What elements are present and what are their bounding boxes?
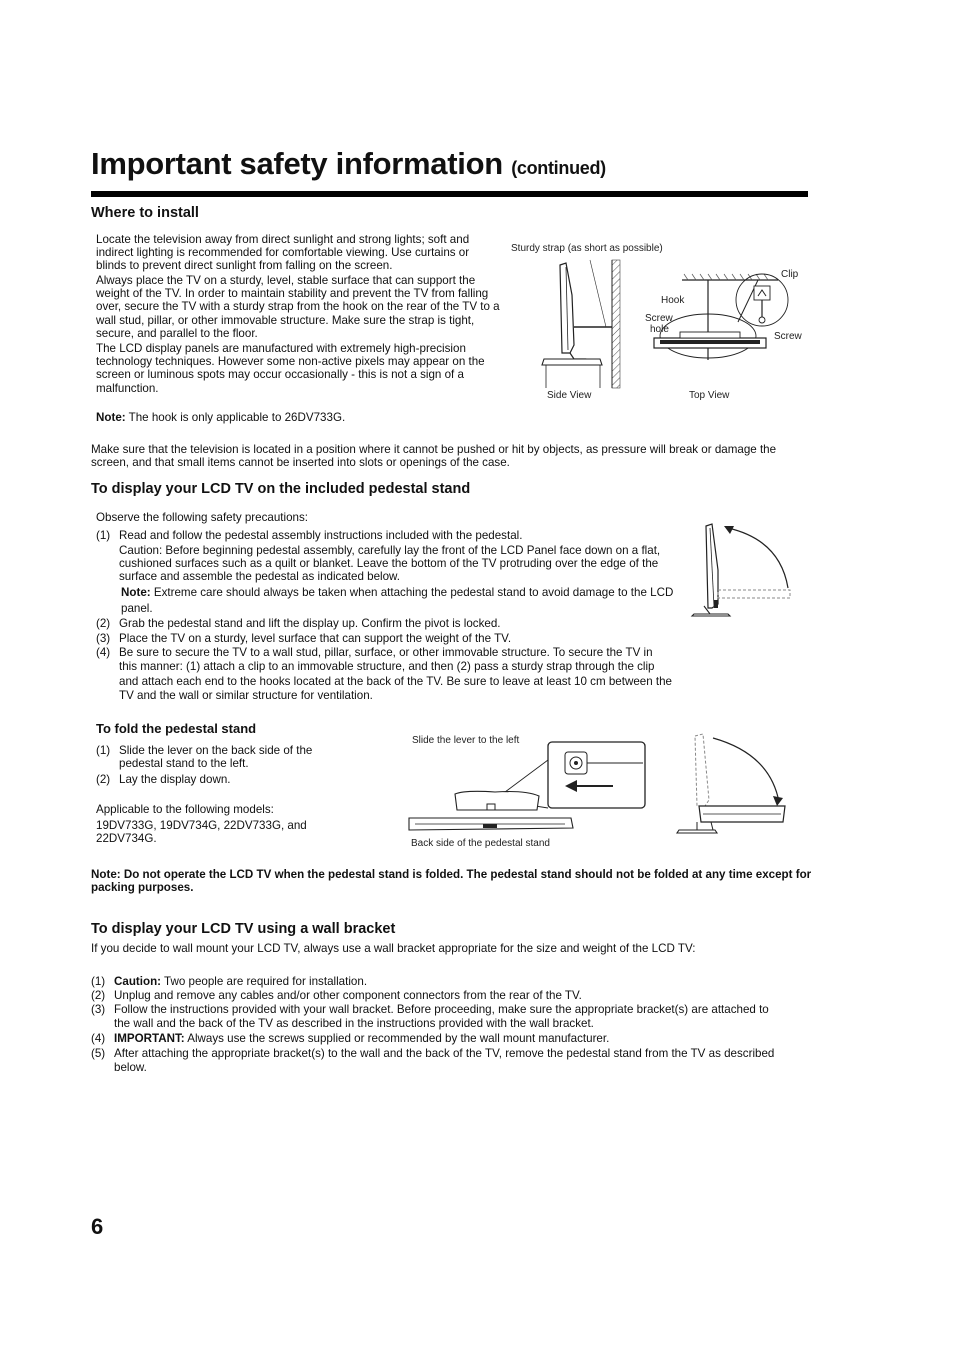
screw-hole-label-1: Screw xyxy=(645,313,673,324)
install-para-1: Locate the television away from direct sunlight and strong lights; soft and indirect lighting is recommended for comfortable viewing. Use curtains or blinds to prevent direct sunlight from falling on the screen. xyxy=(96,233,470,273)
strap-label: Sturdy strap (as short as possible) xyxy=(511,243,663,254)
applicable-models: 19DV733G, 19DV734G, 22DV733G, and 22DV734G. xyxy=(96,819,307,846)
pedestal-intro: Observe the following safety precautions: xyxy=(96,511,309,524)
fold-heading: To fold the pedestal stand xyxy=(96,721,257,736)
install-para-3: The LCD display panels are manufactured with extremely high-precision technology techniques. However some non-active pixels may appear on the screen or luminous spots may occur occasionally - this is not a sign of a malfunction. xyxy=(96,342,485,395)
wall-bracket-intro: If you decide to wall mount your LCD TV, always use a wall bracket appropriate for the size and weight of the LCD TV: xyxy=(91,942,696,955)
pedestal-heading: To display your LCD TV on the included pedestal stand xyxy=(91,481,471,497)
placement-note: Make sure that the television is located in a position where it cannot be pushed or hit by objects, as pressure will break or damage the screen, and that small items cannot be inserted into slots or openings of the case. xyxy=(91,443,777,470)
pedestal-caution: Caution: Before beginning pedestal assembly, carefully lay the front of the LCD Panel face down on a flat, cushioned surfaces such as a quilt or blanket. Leave the bottom of the TV protruding over the edge of the surface and assemble the pedestal as indicated below. xyxy=(119,544,661,584)
pedestal-note: Note: Extreme care should always be taken when attaching the pedestal stand to avoid damage to the LCD panel. xyxy=(121,586,674,615)
install-para-2: Always place the TV on a sturdy, level, stable surface that can support the weight of the TV. In order to maintain stability and prevent the TV from falling over, secure the TV with a sturdy strap from the hook on the rear of the TV to a wall stud, pillar, or other immovable structure. Make sure the strap is tight, secure, and parallel to the floor. xyxy=(96,274,500,340)
where-to-install-heading: Where to install xyxy=(91,205,199,221)
screw-label: Screw xyxy=(774,331,802,342)
slide-lever-label: Slide the lever to the left xyxy=(412,735,520,746)
page-title: Important safety information (continued) xyxy=(91,146,606,181)
lever-illustration xyxy=(405,740,650,835)
applicable-models-label: Applicable to the following models: xyxy=(96,803,274,816)
install-note: Note: The hook is only applicable to 26DV733G. xyxy=(96,411,346,424)
page-number: 6 xyxy=(91,1214,104,1239)
fold-illustration xyxy=(675,730,790,836)
title-suffix: (continued) xyxy=(511,158,606,178)
clip-label: Clip xyxy=(781,269,799,280)
pedestal-lift-illustration xyxy=(690,520,800,620)
fold-warning: Note: Do not operate the LCD TV when the pedestal stand is folded. The pedestal stand should not be folded at any time except for packing purposes. xyxy=(91,868,812,895)
back-side-label: Back side of the pedestal stand xyxy=(411,838,550,849)
top-view-illustration xyxy=(650,272,800,367)
screw-hole-label-2: hole xyxy=(650,324,669,335)
wall-bracket-heading: To display your LCD TV using a wall bracket xyxy=(91,921,396,937)
hook-label: Hook xyxy=(661,295,685,306)
side-view-illustration xyxy=(530,255,630,390)
side-view-label: Side View xyxy=(547,390,592,401)
top-view-label: Top View xyxy=(689,390,730,401)
title-rule xyxy=(91,191,808,197)
